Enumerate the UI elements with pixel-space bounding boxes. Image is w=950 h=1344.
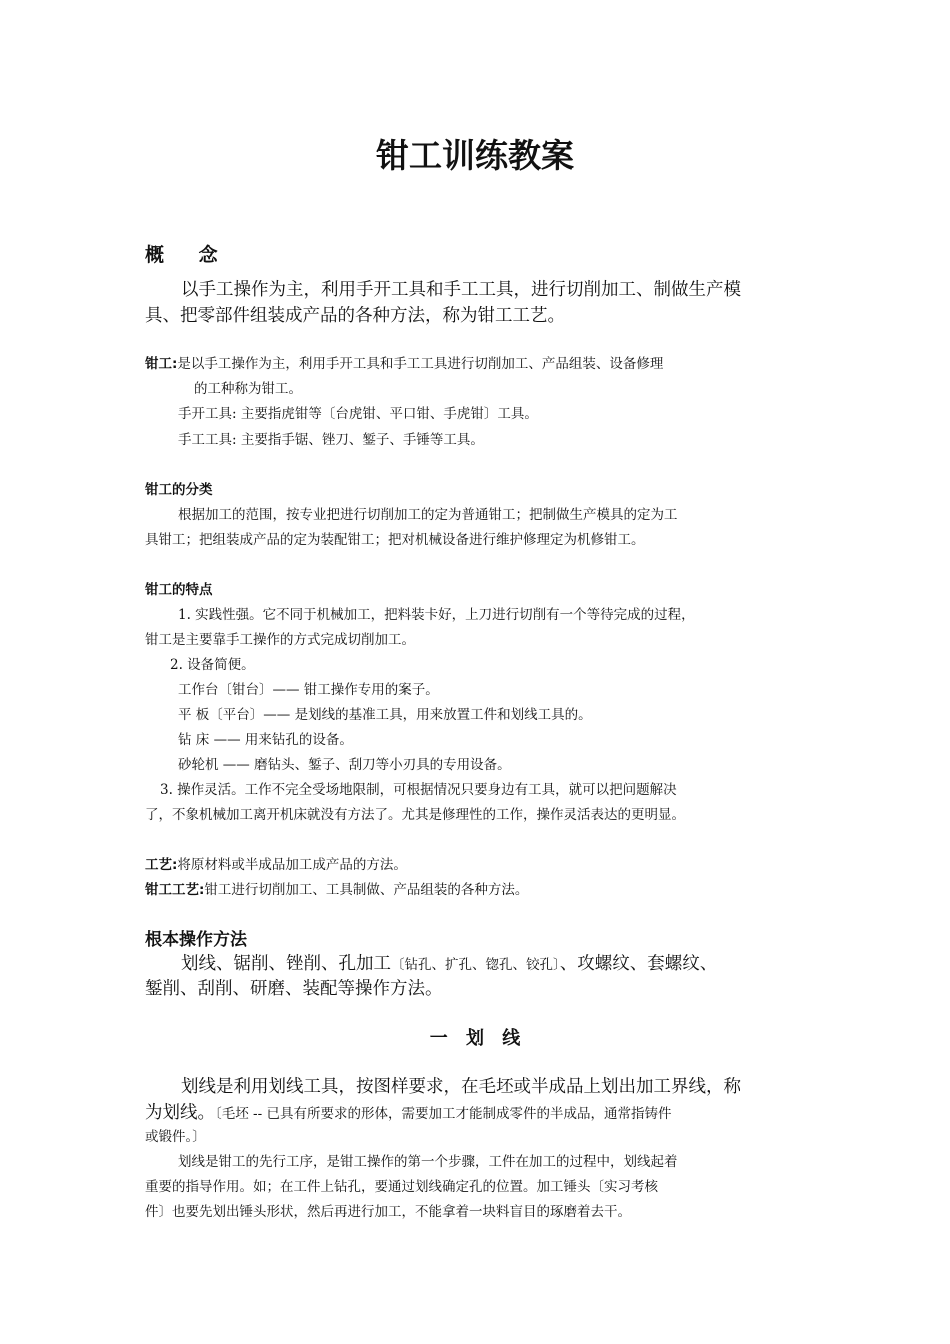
qiangong-process-text: 钳工进行切削加工、工具制做、产品组装的各种方法。 <box>204 882 529 898</box>
equipment-drill: 钻 床 —— 用来钻孔的设备。 <box>178 732 353 748</box>
equipment-plate: 平 板〔平台〕—— 是划线的基准工具，用来放置工件和划线工具的。 <box>178 707 592 723</box>
hand-open-tools: 手开工具: 主要指虎钳等〔台虎钳、平口钳、手虎钳〕工具。 <box>178 406 538 422</box>
classification-line2: 具钳工；把组装成产品的定为装配钳工；把对机械设备进行维护修理定为机修钳工。 <box>145 532 645 548</box>
classification-heading: 钳工的分类 <box>145 482 213 498</box>
marking-p2-line3: 件〕也要先划出锤头形状，然后再进行加工，不能拿着一块料盲目的琢磨着去干。 <box>145 1204 631 1220</box>
qiangong-label: 钳工: <box>145 356 178 372</box>
methods-heading: 根本操作方法 <box>145 930 247 950</box>
process-definition <box>145 853 407 873</box>
methods-line1-hole-types: 〔钻孔、扩孔、锪孔、铰孔〕 <box>391 957 560 973</box>
methods-line1-c: 、攻螺纹、套螺纹、 <box>559 954 718 974</box>
marking-p2-line1: 划线是钳工的先行工序，是钳工操作的第一个步骤，工件在加工的过程中，划线起着 <box>178 1154 678 1170</box>
hand-tools: 手工工具: 主要指手锯、锉刀、錾子、手锤等工具。 <box>178 432 484 448</box>
classification-line1: 根据加工的范围，按专业把进行切削加工的定为普通钳工；把制做生产模具的定为工 <box>178 507 678 523</box>
feature3-line2: 了，不象机械加工离开机床就没有方法了。尤其是修理性的工作，操作灵活表达的更明显。 <box>145 807 685 823</box>
process-label: 工艺: <box>145 857 178 873</box>
marking-p1-line1: 划线是利用划线工具，按图样要求，在毛坯或半成品上划出加工界线，称 <box>181 1077 741 1097</box>
feature1-line1: 1. 实践性强。它不同于机械加工，把料装卡好，上刀进行切削有一个等待完成的过程， <box>178 607 695 623</box>
qiangong-process-label: 钳工工艺: <box>145 882 205 898</box>
methods-line1 <box>181 950 717 975</box>
marking-p1-line2 <box>145 1099 671 1124</box>
methods-line2: 錾削、刮削、研磨、装配等操作方法。 <box>145 979 443 999</box>
feature1-line2: 钳工是主要靠手工操作的方式完成切削加工。 <box>145 632 415 648</box>
feature2: 2. 设备简便。 <box>170 657 255 673</box>
marking-p1-line3: 或锻件。〕 <box>145 1129 206 1145</box>
features-heading: 钳工的特点 <box>145 582 213 598</box>
section-heading-marking: 一 划 线 <box>429 1028 521 1049</box>
equipment-workbench: 工作台〔钳台〕—— 钳工操作专用的案子。 <box>178 682 439 698</box>
concept-paragraph-line2: 具、把零部件组装成产品的各种方法，称为钳工工艺。 <box>145 306 565 326</box>
qiangong-text: 是以手工操作为主，利用手开工具和手工工具进行切削加工、产品组装、设备修理 <box>177 356 664 372</box>
marking-p2-line2: 重要的指导作用。如；在工件上钻孔，要通过划线确定孔的位置。加工锤头〔实习考核 <box>145 1179 658 1195</box>
marking-p1-line2-note: 〔毛坯 -- 已具有所要求的形体，需要加工才能制成零件的半成品，通常指铸件 <box>215 1106 672 1122</box>
qiangong-definition-line2: 的工种称为钳工。 <box>194 381 302 397</box>
concept-heading: 概 念 <box>145 244 232 266</box>
qiangong-process-definition <box>145 878 528 898</box>
equipment-grinder: 砂轮机 —— 磨钻头、錾子、刮刀等小刃具的专用设备。 <box>178 757 511 773</box>
concept-paragraph-line1: 以手工操作为主，利用手开工具和手工工具，进行切削加工、制做生产模 <box>181 280 741 300</box>
marking-p1-line2-a: 为划线。 <box>145 1103 215 1123</box>
page-title: 钳工训练教案 <box>376 136 574 175</box>
feature3-line1: 3. 操作灵活。工作不完全受场地限制，可根据情况只要身边有工具，就可以把问题解决 <box>160 782 677 798</box>
qiangong-definition-line1 <box>145 352 663 372</box>
methods-line1-a: 划线、锯削、锉削、孔加工 <box>181 954 391 974</box>
process-text: 将原材料或半成品加工成产品的方法。 <box>177 857 407 873</box>
